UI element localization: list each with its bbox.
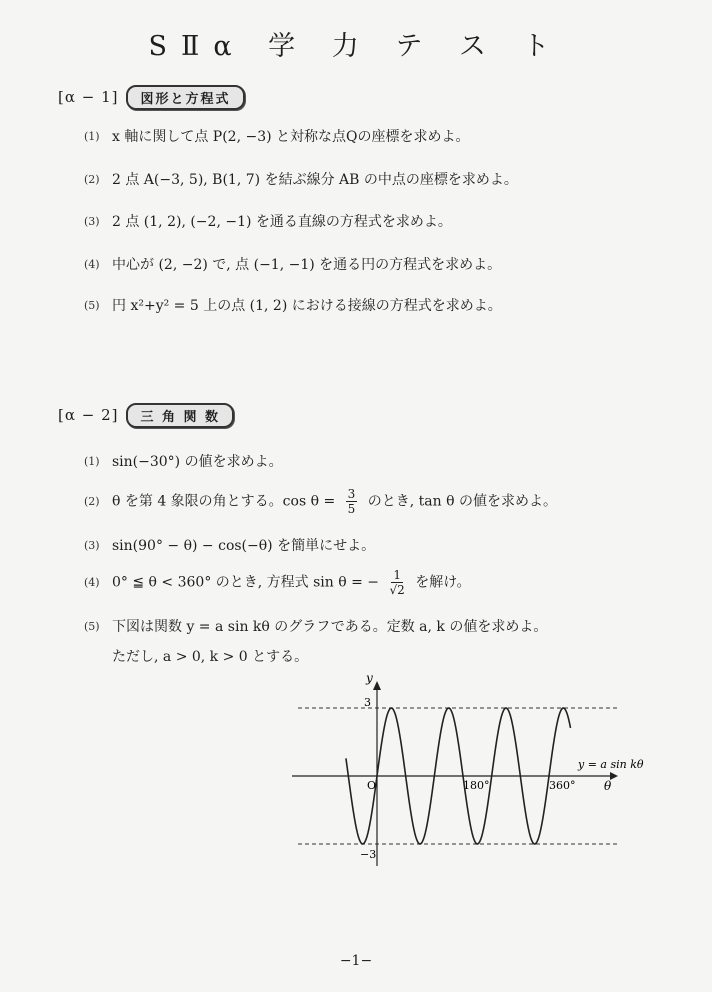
curve-label: y = a sin kθ xyxy=(578,758,644,771)
x-axis-label: θ xyxy=(604,779,612,793)
question-number: (3) xyxy=(84,214,100,228)
page-number: −1− xyxy=(339,953,373,969)
question-text: 円 x²+y² = 5 上の点 (1, 2) における接線の方程式を求めよ。 xyxy=(112,298,502,314)
question-2-4 xyxy=(84,568,692,597)
question-number: (5) xyxy=(84,298,100,312)
question-text: 中心が (2, −2) で, 点 (−1, −1) を通る円の方程式を求めよ。 xyxy=(112,257,502,273)
tick-180-label: 180° xyxy=(463,779,490,792)
y-top-label: 3 xyxy=(364,696,371,709)
question-text: 2 点 (1, 2), (−2, −1) を通る直線の方程式を求めよ。 xyxy=(112,214,452,230)
question-number: (1) xyxy=(84,454,100,468)
section-1-header xyxy=(58,86,245,108)
question-number: (2) xyxy=(84,495,100,508)
fraction-denominator: 5 xyxy=(347,502,356,516)
question-text: sin(90° − θ) − cos(−θ) を簡単にせよ。 xyxy=(112,538,376,554)
fraction-denominator: √2 xyxy=(389,583,405,597)
y-axis-label: y xyxy=(366,671,373,685)
question-text: x 軸に関して点 P(2, −3) と対称な点Qの座標を求めよ。 xyxy=(112,129,470,145)
question-text: 下図は関数 y = a sin kθ のグラフである。定数 a, k の値を求めよ。 xyxy=(112,619,548,635)
fraction xyxy=(346,487,358,516)
question-text-pre: θ を第 4 象限の角とする。cos θ = xyxy=(112,493,336,510)
section-2-badge: 三 角 関 数 xyxy=(126,403,234,428)
fraction xyxy=(390,568,405,597)
question-number: (4) xyxy=(84,257,100,271)
section-1-number: [α − 1] xyxy=(58,88,119,106)
question-1-2 xyxy=(84,169,692,189)
question-number: (5) xyxy=(84,619,100,633)
section-2-number: [α − 2] xyxy=(58,406,119,424)
y-bottom-label: −3 xyxy=(360,848,377,861)
origin-label: O xyxy=(367,779,377,792)
question-2-1 xyxy=(84,451,692,471)
section-2-header xyxy=(58,404,234,426)
question-2-3 xyxy=(84,535,692,555)
question-2-5-continued: ただし, a > 0, k > 0 とする。 xyxy=(112,649,309,665)
question-1-1 xyxy=(84,126,692,146)
question-number: (1) xyxy=(84,129,100,143)
question-number: (4) xyxy=(84,576,100,589)
question-text-post: のとき, tan θ の値を求めよ。 xyxy=(367,493,557,510)
page-title: SⅡα 学 力 テ ス ト xyxy=(148,31,564,62)
question-1-3 xyxy=(84,211,692,231)
question-2-5 xyxy=(84,616,692,636)
question-1-5 xyxy=(84,295,692,315)
question-text: sin(−30°) の値を求めよ。 xyxy=(112,454,283,470)
question-1-4 xyxy=(84,254,692,274)
question-number: (3) xyxy=(84,538,100,552)
question-2-2 xyxy=(84,487,692,516)
tick-360-label: 360° xyxy=(549,779,576,792)
question-text-pre: 0° ≦ θ < 360° のとき, 方程式 sin θ = − xyxy=(112,574,380,591)
y-axis-arrow xyxy=(373,681,381,690)
question-text-post: を解け。 xyxy=(415,574,471,591)
question-number: (2) xyxy=(84,172,100,186)
question-text: 2 点 A(−3, 5), B(1, 7) を結ぶ線分 AB の中点の座標を求めよ。 xyxy=(112,172,518,188)
section-1-badge: 図形と方程式 xyxy=(126,85,244,110)
fraction-numerator: 1 xyxy=(393,568,401,582)
sine-graph xyxy=(280,670,660,870)
fraction-numerator: 3 xyxy=(347,487,356,501)
